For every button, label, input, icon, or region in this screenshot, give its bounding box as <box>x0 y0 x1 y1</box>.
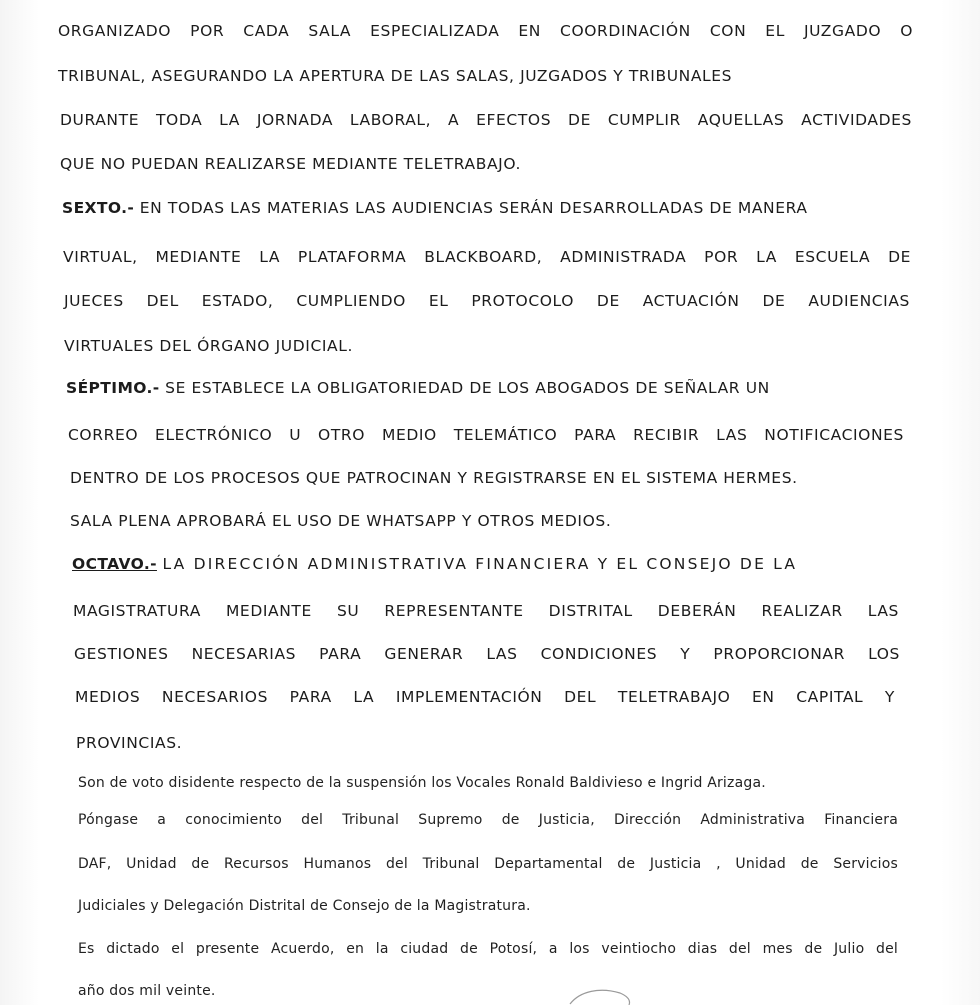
text-span: LA DIRECCIÓN ADMINISTRATIVA FINANCIERA Y EL CONSEJO DE LA <box>162 555 798 573</box>
closing-line: Es dictado el presente Acuerdo, en la ciudad de Potosí, a los veintiocho dias del mes de Julio del <box>78 941 898 957</box>
text-span: EN TODAS LAS MATERIAS LAS AUDIENCIAS SERÁN DESARROLLADAS DE MANERA <box>139 199 808 217</box>
article-label-sexto: SEXTO.- <box>62 199 135 217</box>
text-line: TRIBUNAL, ASEGURANDO LA APERTURA DE LAS SALAS, JUZGADOS Y TRIBUNALES <box>58 67 733 85</box>
article-label-octavo: OCTAVO.- <box>72 555 157 573</box>
closing-line: Judiciales y Delegación Distrital de Consejo de la Magistratura. <box>78 898 531 914</box>
closing-line: DAF, Unidad de Recursos Humanos del Tribunal Departamental de Justicia , Unidad de Servicios <box>78 856 898 872</box>
text-line: GESTIONES NECESARIAS PARA GENERAR LAS CONDICIONES Y PROPORCIONAR LOS <box>74 645 900 663</box>
text-line: MAGISTRATURA MEDIANTE SU REPRESENTANTE DISTRITAL DEBERÁN REALIZAR LAS <box>73 602 899 620</box>
text-line: DURANTE TODA LA JORNADA LABORAL, A EFECTOS DE CUMPLIR AQUELLAS ACTIVIDADES <box>60 111 912 129</box>
text-line: VIRTUAL, MEDIANTE LA PLATAFORMA BLACKBOARD, ADMINISTRADA POR LA ESCUELA DE <box>63 248 911 266</box>
text-line: ORGANIZADO POR CADA SALA ESPECIALIZADA EN COORDINACIÓN CON EL JUZGADO O <box>58 22 913 40</box>
closing-line: Póngase a conocimiento del Tribunal Supremo de Justicia, Dirección Administrativa Financiera <box>78 812 898 828</box>
text-line: CORREO ELECTRÓNICO U OTRO MEDIO TELEMÁTICO PARA RECIBIR LAS NOTIFICACIONES <box>68 426 904 444</box>
signature-scribble <box>565 985 635 1005</box>
closing-line: año dos mil veinte. <box>78 983 216 999</box>
text-line: MEDIOS NECESARIOS PARA LA IMPLEMENTACIÓN DEL TELETRABAJO EN CAPITAL Y <box>75 688 895 706</box>
closing-line: Son de voto disidente respecto de la suspensión los Vocales Ronald Baldivieso e Ingrid Arizaga. <box>78 775 766 791</box>
article-septimo-line <box>66 379 770 397</box>
text-line: DENTRO DE LOS PROCESOS QUE PATROCINAN Y REGISTRARSE EN EL SISTEMA HERMES. <box>70 469 798 487</box>
text-span: SE ESTABLECE LA OBLIGATORIEDAD DE LOS ABOGADOS DE SEÑALAR UN <box>165 379 770 397</box>
text-line: SALA PLENA APROBARÁ EL USO DE WHATSAPP Y OTROS MEDIOS. <box>70 512 612 530</box>
text-line: QUE NO PUEDAN REALIZARSE MEDIANTE TELETRABAJO. <box>60 155 522 173</box>
text-line: PROVINCIAS. <box>76 734 183 752</box>
text-line: JUECES DEL ESTADO, CUMPLIENDO EL PROTOCOLO DE ACTUACIÓN DE AUDIENCIAS <box>64 292 910 310</box>
article-label-septimo: SÉPTIMO.- <box>66 379 160 397</box>
article-octavo-line <box>72 555 797 573</box>
text-line: VIRTUALES DEL ÓRGANO JUDICIAL. <box>64 337 354 355</box>
article-sexto-line <box>62 199 808 217</box>
